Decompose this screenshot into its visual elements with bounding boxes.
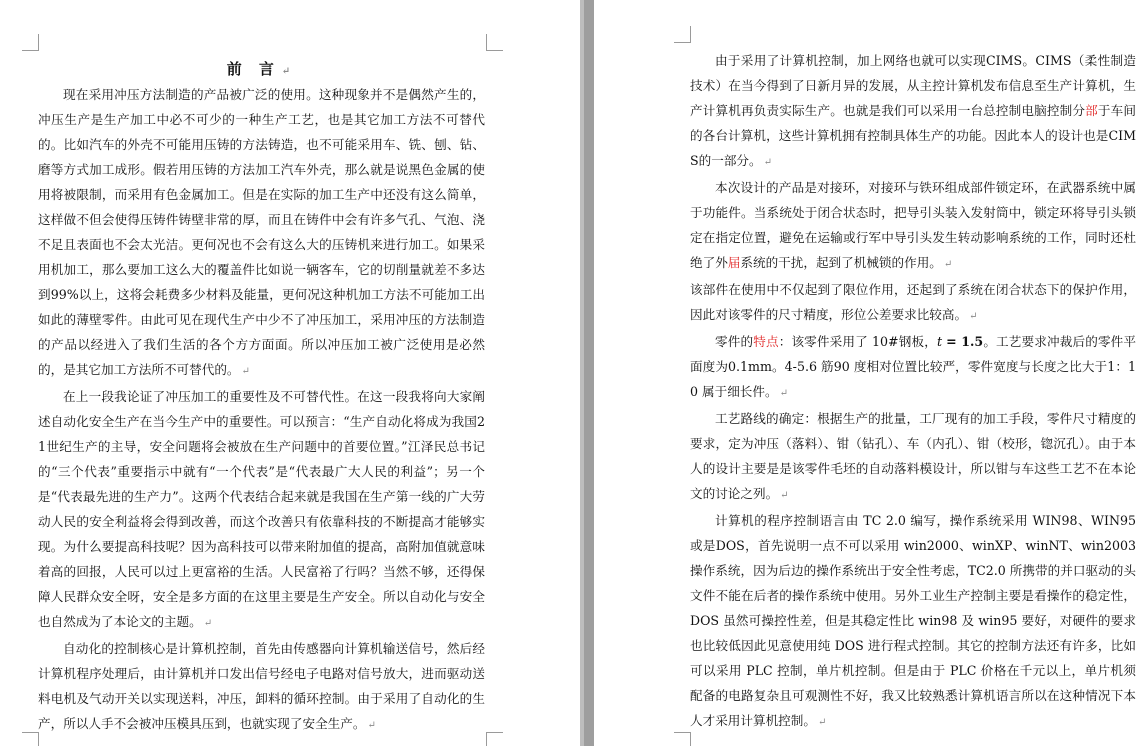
margin-mark-top-right [486,34,503,51]
margin-mark-bottom-left [22,732,39,746]
page-gap [580,0,594,746]
paragraph: 零件的特点：该零件采用了 10#钢板，t = 1.5。工艺要求冲裁后的零件平面度为0.1mm。4-5.6 筋90 度相对位置比较严，零件宽度与长度之比大于1：10 属于细长件。 ↵ [690,334,1137,399]
margin-mark-bottom-right [486,732,503,746]
right-text-column [690,48,1136,735]
document-page-right[interactable] [594,0,1139,746]
paragraph: 工艺路线的确定：根据生产的批量，工厂现有的加工手段，零件尺寸精度的要求，定为冲压（落料）、钳（钻孔）、车（内孔）、钳（校形，锪沉孔）。由于本人的设计主要是是该零件毛坯的自动落料模设计，所以钳与车这些工艺不在本论文的讨论之列。 ↵ [690,411,1136,501]
paragraph: 计算机的程序控制语言由 TC 2.0 编写，操作系统采用 WIN98、WIN95 或是DOS，首先说明一点不可以采用 win2000、winXP、winNT、win2003 操作系统，因为后边的操作系统出于安全性考虑，TC2.0 所携带的并口驱动的头文件不能在后者的操作系统中使用。另外工业生产控制主要是看操作的稳定性，DOS 虽然可操控性差，但是其稳定性比 win98 及 win95 要好，对硬件的要求也比较低因此见意使用纯 DOS 进行程式控制。其它的控制方法还有许多，比如可以采用 PLC 控制，单片机控制。但是由于 PLC 价格在千元以上，单片机须配备的电路复杂且可观测性不好，我又比较熟悉计算机语言所以在这种情况下本人才采用计算机控制。 ↵ [690,513,1136,728]
paragraph: 本次设计的产品是对接环，对接环与铁环组成部件锁定环，在武器系统中属于功能件。当系统处于闭合状态时，把导引头装入发射筒中，锁定环将导引头锁定在指定位置，避免在运输或行军中导引头发生转动影响系统的工作，同时还杜绝了外届系统的干扰，起到了机械锁的作用。 ↵ [690,180,1136,270]
margin-mark-top-left [22,34,39,51]
margin-mark-bottom-left [674,732,691,746]
highlighted-word: 特点 [753,334,779,349]
highlighted-char: 届 [727,255,741,270]
left-text-column [38,56,485,738]
paragraph: 该部件在使用中不仅起到了限位作用，还起到了系统在闭合状态下的保护作用，因此对该零件的尺寸精度，形位公差要求比较高。 ↵ [690,282,1136,322]
paragraph: 在上一段我论证了冲压加工的重要性及不可替代性。在这一段我将向大家阐述自动化安全生产在当今生产中的重要性。可以预言：“生产自动化将成为我国21世纪生产的主导，安全问题将会被放在生产问题中的首要位置。”江泽民总书记的“三个代表”重要指示中就有“一个代表”是“代表最广大人民的利益”；另一个是“代表最先进的生产力”。这两个代表结合起来就是我国在生产第一线的广大劳动人民的安全利益将会得到改善，而这个改善只有依靠科技的不断提高才能够实现。为什么要提高科技呢？因为高科技可以带来附加值的提高，高附加值就意味着高的回报，人民可以过上更富裕的生活。人民富裕了行吗？当然不够，还得保障人民群众安全呀，安全是多方面的在这里主要是生产安全。所以自动化与安全也自然成为了本论文的主题。 ↵ [38,389,485,629]
margin-mark-top-left [674,26,691,43]
paragraph: 自动化的控制核心是计算机控制，首先由传感器向计算机输送信号，然后经计算机程序处理后，由计算机并口发出信号经电子电路对信号放大，进而驱动送料电机及气动开关以实现送料，冲压，卸料的循环控制。由于采用了自动化的生产，所以人手不会被冲压模具压到，也就实现了安全生产。 ↵ [38,641,485,731]
thickness-formula: t = 1.5 [936,334,984,349]
paragraph: 现在采用冲压方法制造的产品被广泛的使用。这种现象并不是偶然产生的，冲压生产是生产加工中必不可少的一种生产工艺，也是其它加工方法不可替代的。比如汽车的外壳不可能用压铸的方法铸造，也不可能采用车、铣、刨、钻、磨等方式加工成形。假若用压铸的方法加工汽车外壳，那么就是说黑色金属的使用将被限制，而采用有色金属加工。但是在实际的加工生产中还没有这么简单，这样做不但会使得压铸件铸壁非常的厚，而且在铸件中会有许多气孔、气泡、浇不足且表面也不会太光洁。更何况也不会有这么大的压铸机来进行加工。如果采用机加工，那么要加工这么大的覆盖件比如说一辆客车，它的切削量就差不多达到99%以上，这将会耗费多少材料及能量，更何况这种机加工方法不可能加工出如此的薄壁零件。由此可见在现代生产中少不了冲压加工，采用冲压的方法制造的产品以经进入了我们生活的各个方方面面。所以冲压加工被广泛使用是必然的，是其它加工方法所不可替代的。 ↵ [38,87,485,377]
highlighted-char: 部 [1085,103,1098,118]
paragraph: 由于采用了计算机控制，加上网络也就可以实现CIMS。CIMS（柔性制造技术）在当今得到了日新月异的发展，从主控计算机发布信息至生产计算机，生产计算机再负责实际生产。也就是我们可以采用一台总控制电脑控制分部于车间的各台计算机，这些计算机拥有控制具体生产的功能。因此本人的设计也是CIMS的一部分。 ↵ [690,53,1137,168]
page-title: 前 言 ↵ [226,60,297,78]
